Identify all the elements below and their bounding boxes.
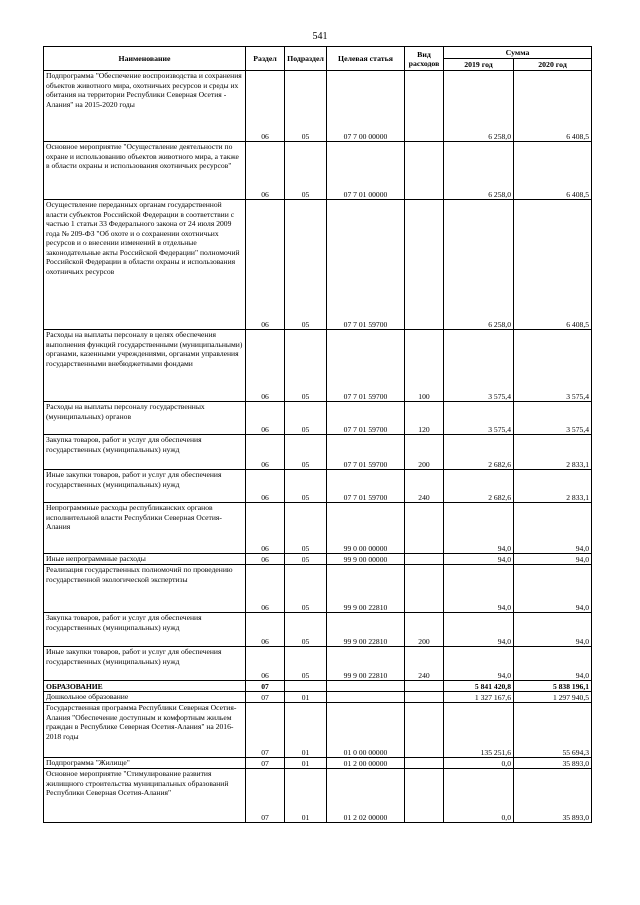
row-target-article: 07 7 01 00000 bbox=[327, 142, 405, 200]
row-target-article: 07 7 01 59700 bbox=[327, 200, 405, 330]
row-expense-type: 100 bbox=[405, 330, 444, 402]
row-razdel: 06 bbox=[246, 565, 285, 613]
row-sum-2019: 2 682,6 bbox=[444, 435, 514, 470]
table-row bbox=[44, 647, 592, 681]
row-sum-2019: 5 841 420,8 bbox=[444, 681, 514, 692]
row-sum-2019: 0,0 bbox=[444, 769, 514, 823]
row-podrazdel: 05 bbox=[285, 647, 327, 681]
row-target-article: 07 7 01 59700 bbox=[327, 330, 405, 402]
row-name bbox=[44, 330, 246, 402]
row-name bbox=[44, 435, 246, 470]
row-razdel: 06 bbox=[246, 613, 285, 647]
row-razdel: 07 bbox=[246, 769, 285, 823]
row-sum-2019: 135 251,6 bbox=[444, 703, 514, 758]
row-expense-type: 120 bbox=[405, 402, 444, 435]
row-sum-2020: 35 893,0 bbox=[514, 769, 592, 823]
row-razdel: 06 bbox=[246, 142, 285, 200]
row-expense-type bbox=[405, 554, 444, 565]
row-sum-2019: 94,0 bbox=[444, 613, 514, 647]
table-row bbox=[44, 402, 592, 435]
row-sum-2020: 2 833,1 bbox=[514, 470, 592, 503]
row-target-article: 99 9 00 22810 bbox=[327, 565, 405, 613]
row-razdel: 07 bbox=[246, 758, 285, 769]
header-name: Наименование bbox=[44, 47, 246, 71]
table-body bbox=[44, 71, 592, 823]
row-expense-type bbox=[405, 692, 444, 703]
page-number: 541 bbox=[312, 31, 328, 42]
row-razdel: 06 bbox=[246, 435, 285, 470]
table-row bbox=[44, 435, 592, 470]
row-podrazdel: 05 bbox=[285, 613, 327, 647]
row-podrazdel: 05 bbox=[285, 71, 327, 142]
row-name bbox=[44, 565, 246, 613]
header-expense-type: Вид расходов bbox=[405, 47, 444, 71]
row-target-article: 99 9 00 00000 bbox=[327, 554, 405, 565]
row-razdel: 07 bbox=[246, 681, 285, 692]
row-sum-2020: 2 833,1 bbox=[514, 435, 592, 470]
table-row bbox=[44, 565, 592, 613]
row-sum-2020: 94,0 bbox=[514, 565, 592, 613]
row-podrazdel: 05 bbox=[285, 402, 327, 435]
row-target-article: 07 7 01 59700 bbox=[327, 402, 405, 435]
row-razdel: 06 bbox=[246, 470, 285, 503]
header-target-article: Целевая статья bbox=[327, 47, 405, 71]
row-name-text: Реализация государственных полномочий по проведению государственной экологической экспертизы bbox=[46, 565, 233, 584]
row-name-text: Иные непрограммные расходы bbox=[46, 554, 146, 563]
row-name bbox=[44, 613, 246, 647]
row-sum-2019: 1 327 167,6 bbox=[444, 692, 514, 703]
row-target-article: 01 2 02 00000 bbox=[327, 769, 405, 823]
row-name bbox=[44, 681, 246, 692]
row-name-text: Дошкольное образование bbox=[46, 692, 129, 701]
row-podrazdel: 01 bbox=[285, 703, 327, 758]
row-sum-2020: 3 575,4 bbox=[514, 330, 592, 402]
row-name-text: Закупка товаров, работ и услуг для обеспечения государственных (муниципальных) нужд bbox=[46, 435, 202, 454]
row-razdel: 06 bbox=[246, 71, 285, 142]
row-sum-2020: 6 408,5 bbox=[514, 200, 592, 330]
row-podrazdel: 05 bbox=[285, 330, 327, 402]
row-name bbox=[44, 142, 246, 200]
row-sum-2020: 94,0 bbox=[514, 503, 592, 554]
row-name-text: Иные закупки товаров, работ и услуг для обеспечения государственных (муниципальных) нужд bbox=[46, 647, 222, 666]
table-row bbox=[44, 769, 592, 823]
header-razdel: Раздел bbox=[246, 47, 285, 71]
table-row bbox=[44, 758, 592, 769]
row-name bbox=[44, 554, 246, 565]
table-row bbox=[44, 703, 592, 758]
row-sum-2020: 3 575,4 bbox=[514, 402, 592, 435]
table-row bbox=[44, 71, 592, 142]
row-target-article: 07 7 01 59700 bbox=[327, 470, 405, 503]
row-name-text: Основное мероприятие "Осуществление деятельности по охране и использованию объектов животного мира, а также в области охраны и использования охотничьих ресурсов" bbox=[46, 142, 239, 170]
row-sum-2019: 94,0 bbox=[444, 554, 514, 565]
table-row bbox=[44, 200, 592, 330]
row-target-article: 07 7 01 59700 bbox=[327, 435, 405, 470]
row-name bbox=[44, 703, 246, 758]
row-podrazdel: 05 bbox=[285, 435, 327, 470]
row-podrazdel: 05 bbox=[285, 200, 327, 330]
row-expense-type: 240 bbox=[405, 647, 444, 681]
row-name-text: Подпрограмма "Жилище" bbox=[46, 758, 130, 767]
row-expense-type bbox=[405, 142, 444, 200]
row-sum-2019: 6 258,0 bbox=[444, 71, 514, 142]
table-row bbox=[44, 503, 592, 554]
row-name bbox=[44, 200, 246, 330]
row-sum-2019: 3 575,4 bbox=[444, 402, 514, 435]
row-target-article: 01 2 00 00000 bbox=[327, 758, 405, 769]
row-name-text: Государственная программа Республики Северная Осетия-Алания "Обеспечение доступным и комфортным жильем граждан в Республике Северная Осетия-Алания" на 2016-2018 годы bbox=[46, 703, 237, 741]
row-razdel: 06 bbox=[246, 200, 285, 330]
row-name bbox=[44, 769, 246, 823]
row-podrazdel bbox=[285, 681, 327, 692]
row-razdel: 06 bbox=[246, 647, 285, 681]
row-sum-2020: 94,0 bbox=[514, 647, 592, 681]
row-sum-2020: 94,0 bbox=[514, 613, 592, 647]
row-expense-type bbox=[405, 200, 444, 330]
row-sum-2019: 94,0 bbox=[444, 647, 514, 681]
row-name bbox=[44, 470, 246, 503]
row-sum-2019: 0,0 bbox=[444, 758, 514, 769]
row-expense-type bbox=[405, 758, 444, 769]
row-podrazdel: 01 bbox=[285, 769, 327, 823]
row-razdel: 06 bbox=[246, 402, 285, 435]
row-name bbox=[44, 647, 246, 681]
table-row bbox=[44, 330, 592, 402]
row-podrazdel: 01 bbox=[285, 692, 327, 703]
row-sum-2020: 1 297 940,5 bbox=[514, 692, 592, 703]
row-podrazdel: 05 bbox=[285, 565, 327, 613]
row-podrazdel: 05 bbox=[285, 503, 327, 554]
row-sum-2019: 2 682,6 bbox=[444, 470, 514, 503]
row-expense-type bbox=[405, 503, 444, 554]
row-name-text: Основное мероприятие "Стимулирование развития жилищного строительства муниципальных образований Республики Северная Осетия-Алания" bbox=[46, 769, 229, 797]
row-sum-2019: 6 258,0 bbox=[444, 200, 514, 330]
row-name bbox=[44, 503, 246, 554]
row-sum-2020: 5 838 196,1 bbox=[514, 681, 592, 692]
row-sum-2020: 6 408,5 bbox=[514, 71, 592, 142]
row-expense-type bbox=[405, 681, 444, 692]
header-year-2020: 2020 год bbox=[514, 59, 592, 71]
row-target-article: 01 0 00 00000 bbox=[327, 703, 405, 758]
table-row bbox=[44, 470, 592, 503]
row-name-text: Подпрограмма "Обеспечение воспроизводства и сохранения объектов животного мира, охотничьих ресурсов и среды их обитания на территории Республики Северная Осетия - Алания" на 2015-2020 годы bbox=[46, 71, 242, 109]
row-expense-type bbox=[405, 703, 444, 758]
row-name bbox=[44, 758, 246, 769]
row-expense-type: 200 bbox=[405, 613, 444, 647]
row-podrazdel: 01 bbox=[285, 758, 327, 769]
header-podrazdel: Подраздел bbox=[285, 47, 327, 71]
row-target-article: 99 9 00 22810 bbox=[327, 647, 405, 681]
row-target-article bbox=[327, 681, 405, 692]
table-row bbox=[44, 613, 592, 647]
row-target-article: 07 7 00 00000 bbox=[327, 71, 405, 142]
budget-table bbox=[43, 46, 592, 823]
row-sum-2020: 6 408,5 bbox=[514, 142, 592, 200]
table-row bbox=[44, 692, 592, 703]
row-razdel: 07 bbox=[246, 703, 285, 758]
row-name bbox=[44, 402, 246, 435]
row-sum-2019: 6 258,0 bbox=[444, 142, 514, 200]
row-name-text: Расходы на выплаты персоналу в целях обеспечения выполнения функций государственными (муниципальными) органами, казенными учреждениями, органами управления государственными внебюджетными фондами bbox=[46, 330, 243, 368]
header-sum: Сумма bbox=[444, 47, 592, 59]
row-name bbox=[44, 692, 246, 703]
row-name bbox=[44, 71, 246, 142]
row-sum-2019: 3 575,4 bbox=[444, 330, 514, 402]
header-year-2019: 2019 год bbox=[444, 59, 514, 71]
row-name-text: Закупка товаров, работ и услуг для обеспечения государственных (муниципальных) нужд bbox=[46, 613, 202, 632]
row-sum-2020: 35 893,0 bbox=[514, 758, 592, 769]
row-name-text: Непрограммные расходы республиканских органов исполнительной власти Республики Северная Осетия-Алания bbox=[46, 503, 222, 531]
row-sum-2020: 55 694,3 bbox=[514, 703, 592, 758]
row-podrazdel: 05 bbox=[285, 470, 327, 503]
row-name-text: Иные закупки товаров, работ и услуг для обеспечения государственных (муниципальных) нужд bbox=[46, 470, 222, 489]
table-row bbox=[44, 142, 592, 200]
row-name-text: ОБРАЗОВАНИЕ bbox=[46, 681, 103, 691]
row-expense-type bbox=[405, 769, 444, 823]
row-expense-type bbox=[405, 565, 444, 613]
row-target-article: 99 0 00 00000 bbox=[327, 503, 405, 554]
row-sum-2020: 94,0 bbox=[514, 554, 592, 565]
row-razdel: 06 bbox=[246, 330, 285, 402]
row-sum-2019: 94,0 bbox=[444, 565, 514, 613]
row-sum-2019: 94,0 bbox=[444, 503, 514, 554]
row-expense-type: 200 bbox=[405, 435, 444, 470]
row-razdel: 06 bbox=[246, 554, 285, 565]
row-podrazdel: 05 bbox=[285, 142, 327, 200]
row-razdel: 06 bbox=[246, 503, 285, 554]
table-row bbox=[44, 554, 592, 565]
row-name-text: Осуществление переданных органам государственной власти субъектов Российской Федерации в соответствии с частью 1 статьи 33 Федерального закона от 24 июля 2009 года № 209-ФЗ "Об охоте и о сохранении охотничьих ресурсов и о внесении изменений в отдельные законодательные акты Российской Федерации" полномочий Российской Федерации в области охраны и использования охотничьих ресурсов bbox=[46, 200, 240, 276]
row-name-text: Расходы на выплаты персоналу государственных (муниципальных) органов bbox=[46, 402, 205, 421]
row-podrazdel: 05 bbox=[285, 554, 327, 565]
row-target-article: 99 9 00 22810 bbox=[327, 613, 405, 647]
row-razdel: 07 bbox=[246, 692, 285, 703]
row-expense-type: 240 bbox=[405, 470, 444, 503]
row-target-article bbox=[327, 692, 405, 703]
row-expense-type bbox=[405, 71, 444, 142]
table-row bbox=[44, 681, 592, 692]
